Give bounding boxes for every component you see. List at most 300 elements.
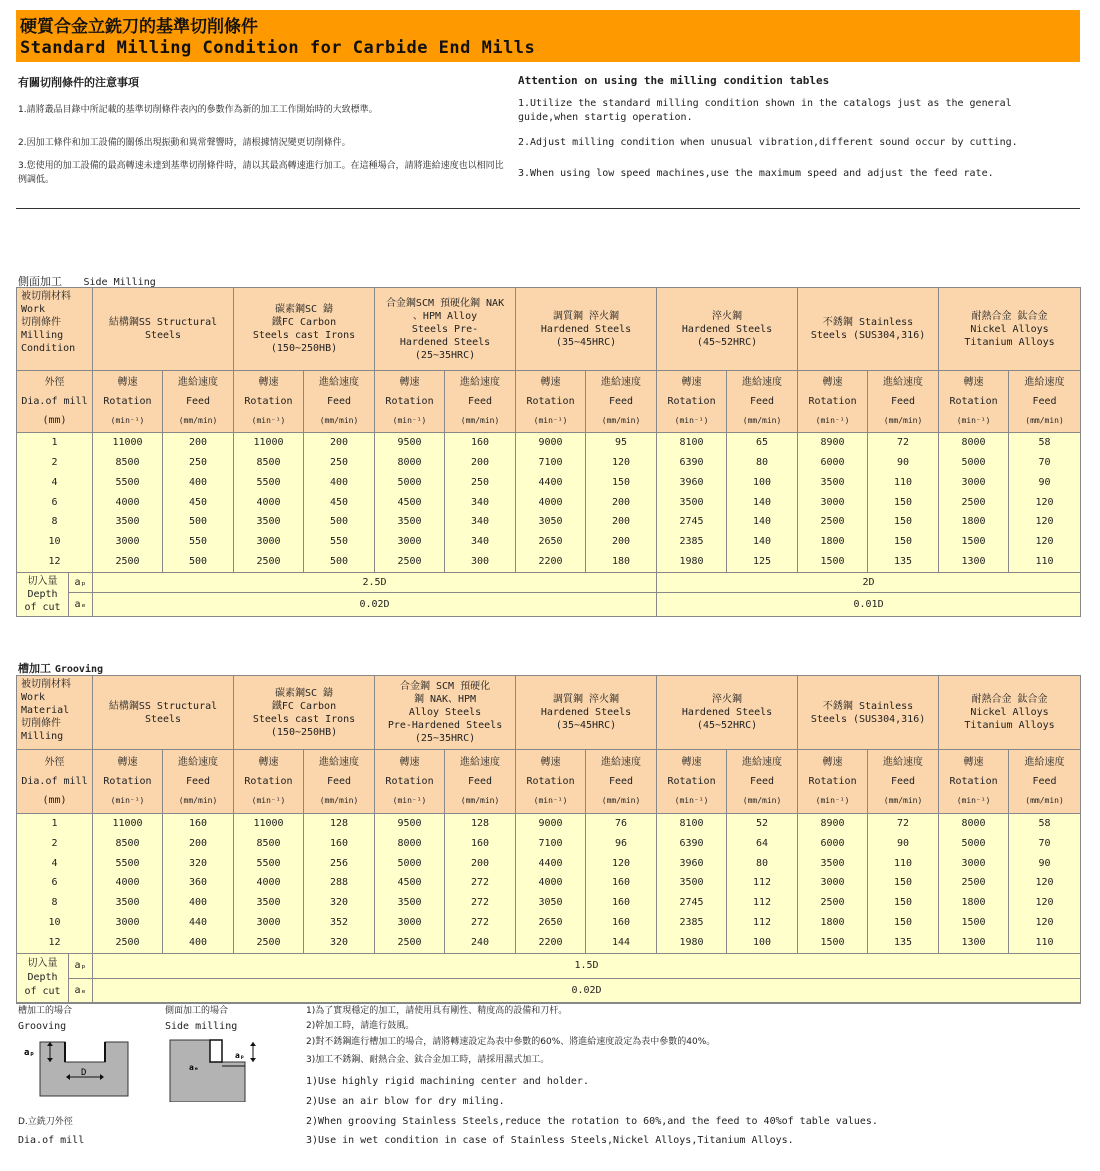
side-rotation-value: 4000 (115, 496, 140, 508)
side-unit-line: (mm/min) (1025, 416, 1064, 425)
side-feed-header (163, 371, 234, 433)
groove-feed-column (445, 814, 516, 954)
side-feed-value: 200 (188, 437, 208, 449)
side-rotation-value: 8500 (256, 457, 281, 468)
side-rotation-value: 3000 (115, 536, 140, 548)
side-rotation-value: 7100 (538, 457, 563, 468)
side-material-line: Hardened Steels (681, 323, 773, 335)
groove-unit-line: Rotation (808, 776, 857, 787)
side-rotation-header (375, 371, 445, 433)
groove-material-line: 淬火鋼 (712, 694, 743, 705)
side-unit-line: (min⁻¹) (674, 416, 709, 425)
notes-en-heading: Attention on using the milling condition tables (518, 74, 830, 87)
side-feed-value: 500 (188, 516, 208, 528)
side-unit-line: Rotation (103, 396, 152, 407)
side-feed-value: 450 (329, 496, 349, 508)
side-unit-line: 轉速 (681, 377, 702, 388)
side-material-line: Steels (144, 330, 182, 341)
groove-unit-line: Feed (749, 776, 775, 787)
groove-material-line: Hardened Steels (540, 707, 632, 718)
notes-zh-heading: 有關切削條件的注意事項 (18, 76, 139, 89)
notes-en-item-3: 3.When using low speed machines,use the maximum speed and adjust the feed rate. (518, 168, 994, 179)
side-feed-header (586, 371, 657, 433)
side-rotation-value: 2200 (538, 555, 563, 567)
groove-material-line: 合金鋼 SCM 預硬化 (399, 681, 491, 692)
grooving-diagram (20, 1032, 140, 1102)
groove-feed-value: 150 (894, 877, 913, 889)
side-rotation-value: 2500 (115, 555, 140, 567)
notes-en-item-2: 2.Adjust milling condition when unusual vibration,different sound occur by cutting. (518, 137, 1018, 148)
side-feed-value: 200 (612, 536, 631, 548)
side-diameter-value: 8 (51, 516, 58, 528)
side-unit-line: 進給速度 (319, 377, 359, 388)
side-material-line: Hardened Steels (399, 336, 491, 348)
groove-rotation-value: 8500 (115, 837, 140, 849)
side-unit-line: 轉速 (399, 377, 420, 388)
groove-rotation-value: 2500 (115, 936, 140, 948)
side-unit-line: 轉速 (540, 377, 561, 388)
side-rotation-value: 5000 (397, 476, 422, 488)
side-material-header (93, 288, 234, 371)
side-rotation-header (939, 371, 1009, 433)
side-rotation-column (93, 433, 163, 573)
side-unit-line: Feed (890, 396, 916, 407)
side-material-line: (45~52HRC) (696, 336, 758, 348)
groove-material-line: (150~250HB) (270, 726, 338, 738)
side-feed-value: 340 (470, 516, 490, 528)
groove-material-line: 鋼 NAK、HPM (413, 694, 477, 705)
side-unit-line: (min⁻¹) (251, 416, 286, 425)
side-rotation-value: 3050 (538, 516, 563, 528)
side-rotation-value: 8100 (679, 437, 704, 449)
groove-material-line: Hardened Steels (681, 707, 773, 718)
side-feed-value: 200 (612, 516, 631, 528)
groove-feed-value: 256 (329, 857, 349, 869)
diagram-ap-label: aₚ (24, 1048, 35, 1058)
side-feed-value: 550 (188, 536, 208, 548)
footer-note: 1)Use highly rigid machining center and holder. (306, 1076, 589, 1087)
divider (16, 208, 1080, 209)
footer-note: 3)加工不銹鋼、耐熱合金、鈦合金加工時，請採用濕式加工。 (306, 1055, 550, 1065)
side-unit-line: (min⁻¹) (110, 416, 145, 425)
side-rotation-value: 11000 (253, 437, 284, 449)
side-rotation-column (375, 433, 445, 573)
groove-corner-header (17, 676, 93, 750)
side-unit-line: 轉速 (822, 377, 843, 388)
groove-dia-line: 外徑 (44, 757, 65, 768)
groove-rotation-value: 2500 (961, 877, 986, 889)
side-corner-line: Milling (21, 330, 64, 341)
side-unit-line: Feed (185, 396, 211, 407)
side-rotation-value: 1800 (820, 536, 845, 548)
groove-ap-value: 1.5D (93, 953, 1081, 978)
side-feed-value: 160 (470, 437, 490, 449)
groove-feed-header (586, 750, 657, 814)
side-feed-value: 72 (897, 437, 910, 449)
groove-feed-value: 320 (329, 936, 349, 948)
groove-material-line: 調質鋼 淬火鋼 (553, 694, 620, 705)
side-feed-value: 135 (894, 555, 913, 567)
groove-feed-value: 160 (188, 818, 208, 829)
groove-feed-value: 120 (1035, 897, 1054, 909)
side-material-line: (150~250HB) (270, 343, 338, 354)
groove-rotation-value: 7100 (538, 837, 563, 849)
groove-feed-value: 288 (329, 877, 349, 889)
groove-unit-line: 轉速 (681, 757, 702, 768)
groove-unit-line: (mm/min) (1025, 796, 1064, 805)
side-rotation-value: 3000 (256, 536, 281, 548)
dia-label-zh: D.立銑刀外徑 (18, 1117, 73, 1127)
groove-feed-value: 112 (753, 897, 772, 909)
groove-rotation-value: 3500 (397, 897, 422, 909)
groove-material-line: 碳素鋼SC 鑄 (274, 687, 334, 699)
groove-material-header (375, 676, 516, 750)
groove-unit-line: (mm/min) (178, 796, 218, 805)
groove-feed-value: 360 (188, 877, 208, 889)
groove-diameter-value: 8 (51, 897, 58, 909)
side-feed-value: 95 (615, 437, 628, 449)
groove-feed-value: 272 (470, 916, 490, 928)
side-dia-header (17, 371, 93, 433)
groove-unit-line: 進給速度 (742, 757, 783, 768)
groove-feed-value: 58 (1038, 818, 1051, 829)
side-rotation-value: 1980 (679, 555, 704, 567)
groove-rotation-column (93, 814, 163, 954)
groove-rotation-header (93, 750, 163, 814)
side-rotation-value: 1500 (820, 555, 845, 567)
side-feed-value: 200 (612, 496, 631, 508)
side-material-header (939, 288, 1081, 371)
side-rotation-value: 3000 (961, 476, 986, 488)
groove-rotation-value: 5000 (961, 837, 986, 849)
groove-material-line: 鐵FC Carbon (271, 700, 337, 712)
side-feed-value: 100 (753, 476, 772, 488)
side-rotation-value: 2745 (679, 516, 704, 528)
side-rotation-value: 8900 (820, 437, 845, 449)
side-unit-line: (mm/min) (742, 416, 782, 425)
dia-label-en: Dia.of mill (18, 1135, 85, 1146)
side-diameter-value: 12 (48, 555, 61, 567)
side-material-line: 調質鋼 淬火鋼 (553, 310, 620, 322)
groove-feed-value: 352 (329, 916, 349, 928)
side-ap-value-right: 2D (657, 573, 1081, 593)
side-material-header (375, 288, 516, 371)
side-unit-line: Feed (608, 396, 634, 407)
groove-rotation-value: 4400 (538, 857, 563, 869)
groove-feed-value: 160 (612, 897, 631, 909)
groove-dia-line: (mm) (42, 795, 67, 806)
groove-unit-line: 進給速度 (460, 757, 501, 768)
side-unit-line: Rotation (385, 396, 434, 407)
diagram-d-label: D (81, 1068, 87, 1078)
groove-feed-value: 272 (470, 877, 490, 889)
groove-material-header (516, 676, 657, 750)
groove-rotation-value: 8900 (820, 818, 845, 829)
groove-feed-header (868, 750, 939, 814)
side-material-header (798, 288, 939, 371)
groove-diameter-column (17, 814, 93, 954)
groove-feed-column (868, 814, 939, 954)
side-feed-value: 550 (329, 536, 349, 548)
groove-rotation-value: 3960 (679, 857, 704, 869)
side-feed-column (868, 433, 939, 573)
side-feed-value: 340 (470, 496, 490, 508)
groove-feed-column (586, 814, 657, 954)
side-feed-value: 120 (1035, 516, 1054, 528)
groove-rotation-header (375, 750, 445, 814)
side-unit-line: (mm/min) (601, 416, 641, 425)
groove-unit-line: Rotation (949, 776, 998, 787)
groove-rotation-value: 3000 (397, 916, 422, 928)
side-rotation-value: 6390 (679, 457, 704, 468)
groove-material-line: (45~52HRC) (696, 720, 758, 731)
groove-unit-line: (min⁻¹) (392, 796, 427, 805)
ae-symbol: aₑ (69, 593, 93, 617)
side-feed-column (727, 433, 798, 573)
side-dia-line: 外徑 (44, 377, 65, 388)
groove-unit-line: (min⁻¹) (533, 796, 568, 805)
groove-rotation-value: 3050 (538, 897, 563, 909)
side-rotation-value: 2385 (679, 536, 704, 548)
side-feed-column (163, 433, 234, 573)
side-rotation-value: 4000 (538, 496, 563, 508)
groove-rotation-value: 4000 (115, 877, 140, 889)
groove-unit-line: Rotation (667, 776, 716, 787)
groove-feed-value: 128 (329, 818, 349, 829)
side-material-line: (35~45HRC) (555, 336, 617, 348)
side-material-line: Titanium Alloys (964, 336, 1055, 348)
groove-feed-column (727, 814, 798, 954)
groove-rotation-value: 2650 (538, 916, 563, 928)
groove-unit-line: (mm/min) (883, 796, 923, 805)
side-feed-column (586, 433, 657, 573)
side-rotation-value: 5500 (115, 476, 140, 488)
groove-rotation-value: 6000 (820, 837, 845, 849)
groove-feed-value: 144 (612, 936, 631, 948)
groove-unit-line: (mm/min) (601, 796, 641, 805)
side-rotation-value: 3500 (820, 476, 845, 488)
groove-unit-line: 進給速度 (601, 757, 642, 768)
groove-feed-value: 110 (1035, 936, 1054, 948)
side-rotation-value: 4400 (538, 476, 563, 488)
groove-material-line: Steels (SUS304,316) (810, 713, 926, 725)
groove-feed-header (727, 750, 798, 814)
groove-feed-value: 112 (753, 877, 772, 889)
groove-unit-line: (min⁻¹) (674, 796, 709, 805)
groove-feed-value: 160 (329, 837, 349, 849)
grooving-case-zh: 槽加工的場合 (18, 1006, 73, 1016)
groove-ae-value: 0.02D (93, 978, 1081, 1003)
groove-feed-value: 120 (1035, 916, 1054, 928)
groove-unit-line: (min⁻¹) (251, 796, 286, 805)
groove-unit-line: (mm/min) (460, 796, 500, 805)
groove-rotation-value: 5500 (256, 857, 281, 869)
groove-feed-value: 120 (1035, 877, 1054, 889)
groove-rotation-column (657, 814, 727, 954)
groove-diameter-value: 10 (48, 916, 61, 928)
side-feed-value: 400 (188, 476, 208, 488)
side-rotation-value: 3500 (115, 516, 140, 528)
groove-feed-header (304, 750, 375, 814)
groove-rotation-value: 4500 (397, 877, 422, 889)
groove-material-line: 耐熱合金 鈦合金 (971, 694, 1048, 705)
groove-feed-value: 320 (188, 857, 208, 869)
side-diameter-value: 4 (51, 476, 58, 488)
groove-rotation-value: 8000 (397, 837, 422, 849)
groove-rotation-value: 3500 (820, 857, 845, 869)
groove-unit-line: (mm/min) (319, 796, 359, 805)
footer-note: 3)Use in wet condition in case of Stainless Steels,Nickel Alloys,Titanium Alloys. (306, 1135, 794, 1146)
grooving-table (16, 675, 1081, 1004)
side-unit-line: Feed (749, 396, 775, 407)
diagram-side-ap-label: aₚ (235, 1051, 245, 1060)
side-material-line: 碳素鋼SC 鑄 (274, 304, 334, 315)
groove-feed-value: 100 (753, 936, 772, 948)
side-material-line: Steels Pre- (411, 323, 479, 335)
side-unit-line: Rotation (244, 396, 293, 407)
groove-material-header (657, 676, 798, 750)
groove-rotation-value: 2500 (397, 936, 422, 948)
grooving-label-en: Grooving (54, 664, 104, 675)
groove-corner-line: Material (21, 705, 70, 716)
groove-rotation-column (939, 814, 1009, 954)
side-feed-value: 500 (329, 516, 349, 528)
groove-feed-value: 52 (756, 818, 769, 829)
side-rotation-value: 4500 (397, 496, 422, 508)
groove-feed-value: 150 (894, 916, 913, 928)
groove-unit-line: Rotation (385, 776, 434, 787)
side-rotation-value: 2500 (961, 496, 986, 508)
groove-rotation-value: 2500 (820, 897, 845, 909)
groove-corner-line: 切削條件 (21, 718, 61, 729)
side-unit-line: (min⁻¹) (533, 416, 568, 425)
side-milling-diagram (165, 1032, 275, 1102)
groove-rotation-column (375, 814, 445, 954)
footer-note: 2)When grooving Stainless Steels,reduce the rotation to 60%,and the feed to 40%of table values. (306, 1116, 878, 1127)
side-feed-value: 120 (1035, 536, 1054, 548)
groove-feed-value: 160 (612, 877, 631, 889)
groove-rotation-header (234, 750, 304, 814)
groove-feed-value: 128 (470, 818, 490, 829)
groove-material-line: Nickel Alloys (970, 707, 1049, 718)
side-rotation-value: 6000 (820, 457, 845, 468)
side-unit-line: Rotation (949, 396, 998, 407)
grooving-case-en: Grooving (18, 1021, 67, 1032)
side-rotation-column (234, 433, 304, 573)
groove-unit-line: Feed (326, 776, 352, 787)
side-rotation-value: 8000 (961, 437, 986, 449)
side-feed-value: 500 (188, 555, 208, 567)
groove-feed-value: 76 (615, 818, 628, 829)
side-unit-line: 轉速 (117, 377, 138, 388)
groove-rotation-value: 11000 (112, 818, 143, 829)
side-unit-line: Feed (326, 396, 352, 407)
groove-rotation-column (516, 814, 586, 954)
side-feed-value: 250 (470, 476, 490, 488)
groove-unit-line: Feed (1032, 776, 1057, 787)
groove-material-header (234, 676, 375, 750)
side-unit-line: (min⁻¹) (815, 416, 850, 425)
groove-rotation-value: 1500 (820, 936, 845, 948)
side-unit-line: (min⁻¹) (956, 416, 991, 425)
groove-ae-symbol: aₑ (69, 978, 93, 1003)
side-feed-value: 450 (188, 496, 208, 508)
groove-rotation-value: 5000 (397, 857, 422, 869)
groove-feed-value: 272 (470, 897, 490, 909)
side-feed-column (304, 433, 375, 573)
side-rotation-value: 1300 (961, 555, 986, 567)
groove-rotation-value: 11000 (253, 818, 284, 829)
groove-material-line: 不銹鋼 Stainless (822, 700, 914, 712)
side-rotation-value: 1800 (961, 516, 986, 528)
groove-rotation-value: 3000 (256, 916, 281, 928)
side-rotation-value: 3500 (679, 496, 704, 508)
groove-rotation-value: 5500 (115, 857, 140, 869)
groove-feed-value: 160 (612, 916, 631, 928)
groove-feed-value: 440 (188, 916, 208, 928)
notes-zh-item-1: 1.請將叢品目錄中所記載的基準切削條件表內的參數作為新的加工工作開始時的大致標準。 (18, 105, 378, 115)
side-feed-value: 200 (470, 457, 490, 468)
side-rotation-column (798, 433, 868, 573)
side-ap-value-left: 2.5D (93, 573, 657, 593)
groove-rotation-header (516, 750, 586, 814)
groove-unit-line: (mm/min) (742, 796, 782, 805)
groove-feed-value: 160 (470, 837, 490, 849)
groove-rotation-value: 2745 (679, 897, 704, 909)
side-material-line: 鐵FC Carbon (271, 317, 337, 328)
groove-rotation-header (657, 750, 727, 814)
groove-rotation-value: 3500 (256, 897, 281, 909)
side-diameter-value: 2 (51, 457, 58, 468)
side-rotation-value: 3500 (256, 516, 281, 528)
side-feed-column (1009, 433, 1081, 573)
side-case-en: Side milling (165, 1021, 238, 1032)
side-diameter-value: 6 (51, 496, 58, 508)
groove-feed-column (304, 814, 375, 954)
groove-unit-line: 轉速 (822, 757, 843, 768)
groove-rotation-header (798, 750, 868, 814)
side-feed-value: 340 (470, 536, 490, 548)
side-unit-line: (mm/min) (319, 416, 359, 425)
groove-feed-value: 110 (894, 857, 913, 869)
side-material-header (657, 288, 798, 371)
side-feed-value: 180 (612, 555, 631, 567)
groove-unit-line: 轉速 (540, 757, 561, 768)
side-rotation-value: 11000 (112, 437, 143, 449)
groove-rotation-value: 1500 (961, 916, 986, 928)
side-unit-line: Feed (1032, 396, 1057, 407)
groove-corner-line: Work (21, 692, 46, 703)
groove-rotation-column (234, 814, 304, 954)
side-unit-line: (min⁻¹) (392, 416, 427, 425)
side-rotation-value: 5500 (256, 476, 281, 488)
side-rotation-value: 5000 (961, 457, 986, 468)
groove-rotation-value: 3000 (820, 877, 845, 889)
groove-diameter-value: 6 (51, 877, 58, 889)
side-diameter-value: 1 (51, 437, 58, 449)
groove-rotation-value: 3000 (961, 857, 986, 869)
diagram-ae-label: aₑ (189, 1063, 199, 1072)
side-rotation-value: 2500 (820, 516, 845, 528)
groove-diameter-value: 2 (51, 837, 58, 849)
side-feed-value: 400 (329, 476, 349, 488)
side-corner-line: Condition (21, 343, 76, 354)
side-feed-value: 140 (753, 536, 772, 548)
side-feed-value: 120 (612, 457, 631, 468)
notes-en-item-1: 1.Utilize the standard milling condition shown in the catalogs just as the general guide,when startig operation. (518, 98, 1012, 123)
side-material-line: Steels (SUS304,316) (810, 330, 926, 341)
groove-rotation-value: 1980 (679, 936, 704, 948)
